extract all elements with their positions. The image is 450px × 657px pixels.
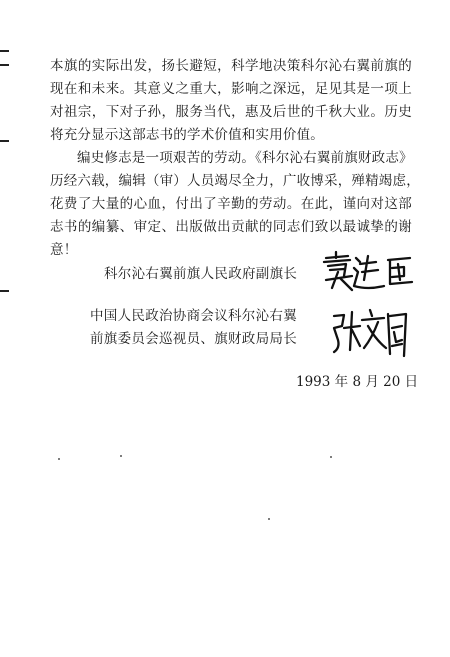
handwritten-signature (330, 306, 410, 360)
margin-mark (0, 140, 9, 142)
margin-mark (0, 290, 9, 292)
handwritten-signature (318, 250, 418, 298)
text-line: 编史修志是一项艰苦的劳动。《科尔沁右翼前旗财政志》 (77, 150, 413, 166)
text-line: 意！ (50, 242, 78, 258)
text-line: 历经六载，编辑（审）人员竭尽全力，广收博采，殚精竭虑， (50, 173, 420, 189)
signatory-title: 前旗委员会巡视员、旗财政局局长 (90, 331, 297, 347)
signatory-title: 科尔沁右翼前旗人民政府副旗长 (104, 266, 298, 282)
margin-mark (0, 50, 9, 52)
scan-speck (120, 455, 122, 457)
text-line: 对祖宗，下对子孙，服务当代，惠及后世的千秋大业。历史 (50, 104, 412, 120)
text-line: 花费了大量的心血，付出了辛勤的劳动。在此，谨向对这部 (50, 196, 412, 212)
scan-speck (330, 456, 332, 458)
text-line: 本旗的实际出发，扬长避短，科学地决策科尔沁右翼前旗的 (50, 58, 412, 74)
signatory-title: 中国人民政治协商会议科尔沁右翼 (90, 308, 297, 324)
scan-speck (58, 458, 60, 460)
scan-speck (268, 518, 270, 520)
text-line: 现在和未来。其意义之重大，影响之深远，足见其是一项上 (50, 81, 412, 97)
text-line: 将充分显示这部志书的学术价值和实用价值。 (50, 127, 324, 143)
text-line: 志书的编纂、审定、出版做出贡献的同志们致以最诚挚的谢 (50, 219, 412, 235)
document-date: 1993 年 8 月 20 日 (296, 374, 419, 390)
margin-mark (0, 64, 9, 66)
